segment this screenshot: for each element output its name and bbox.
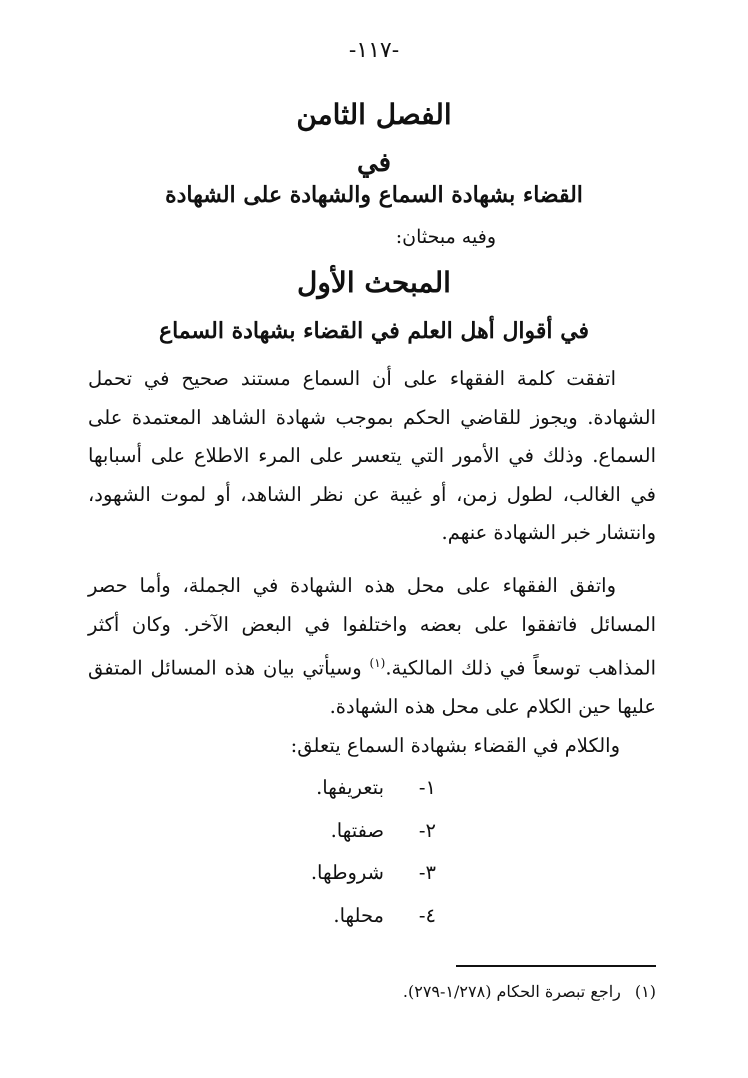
page-number: -١١٧- — [348, 38, 400, 63]
footnote-number: (١) — [634, 982, 656, 1001]
list-item-text: بتعريفها. — [316, 776, 384, 799]
paragraph-1-text: اتفقت كلمة الفقهاء على أن السماع مستند صحيح في تحمل الشهادة. ويجوز للقاضي الحكم بموجب شهادة الشاهد المعتمدة على السماع. وذلك في الأمور التي يتعسر على المرء الاطلاع على أسبابها في الغالب، لطول زمن، أو غيبة عن نظر الشاهد، أو لموت الشهود، وانتشار خبر الشهادة عنهم. — [88, 367, 656, 544]
footnote-text: راجع تبصرة الحكام (١/٢٧٨-٢٧٩). — [402, 982, 621, 1001]
list-item-number: ٤- — [418, 903, 436, 927]
list-item — [311, 819, 436, 862]
list-item — [311, 776, 436, 819]
paragraph-1 — [88, 360, 656, 553]
list-item-number: ٢- — [418, 818, 436, 842]
chapter-connector: في — [356, 148, 392, 178]
list-item — [311, 904, 436, 947]
list-item-text: صفتها. — [330, 818, 384, 842]
paragraph-2 — [88, 567, 656, 727]
paragraph-2-text-before: واتفق الفقهاء على محل هذه الشهادة في الجملة، وأما حصر المسائل فاتفقوا على بعضه واختلفوا في البعض الآخر. وكان أكثر المذاهب توسعاً في ذلك المالكية. — [88, 574, 657, 680]
section-title: المبحث الأول — [297, 266, 451, 299]
footnote-reference[interactable]: (١) — [369, 656, 386, 670]
section-subject: في أقوال أهل العلم في القضاء بشهادة السماع — [158, 318, 590, 344]
footnote-divider — [456, 965, 656, 967]
paragraph-2-text-after: وسيأتي بيان هذه المسائل المتفق عليها حين الكلام على محل هذه الشهادة. — [88, 656, 656, 718]
list-item-text: شروطها. — [310, 861, 384, 884]
chapter-title: الفصل الثامن — [296, 98, 452, 131]
intro-line: وفيه مبحثان: — [395, 226, 496, 248]
topic-list — [311, 776, 436, 946]
list-item-text: محلها. — [333, 903, 384, 927]
list-item-number: ١- — [418, 776, 436, 799]
list-item — [311, 861, 436, 904]
chapter-subject: القضاء بشهادة السماع والشهادة على الشهادة — [165, 182, 583, 208]
list-lead-line: والكلام في القضاء بشهادة السماع يتعلق: — [290, 734, 620, 757]
list-item-number: ٣- — [418, 861, 436, 884]
footnote — [403, 982, 656, 1001]
